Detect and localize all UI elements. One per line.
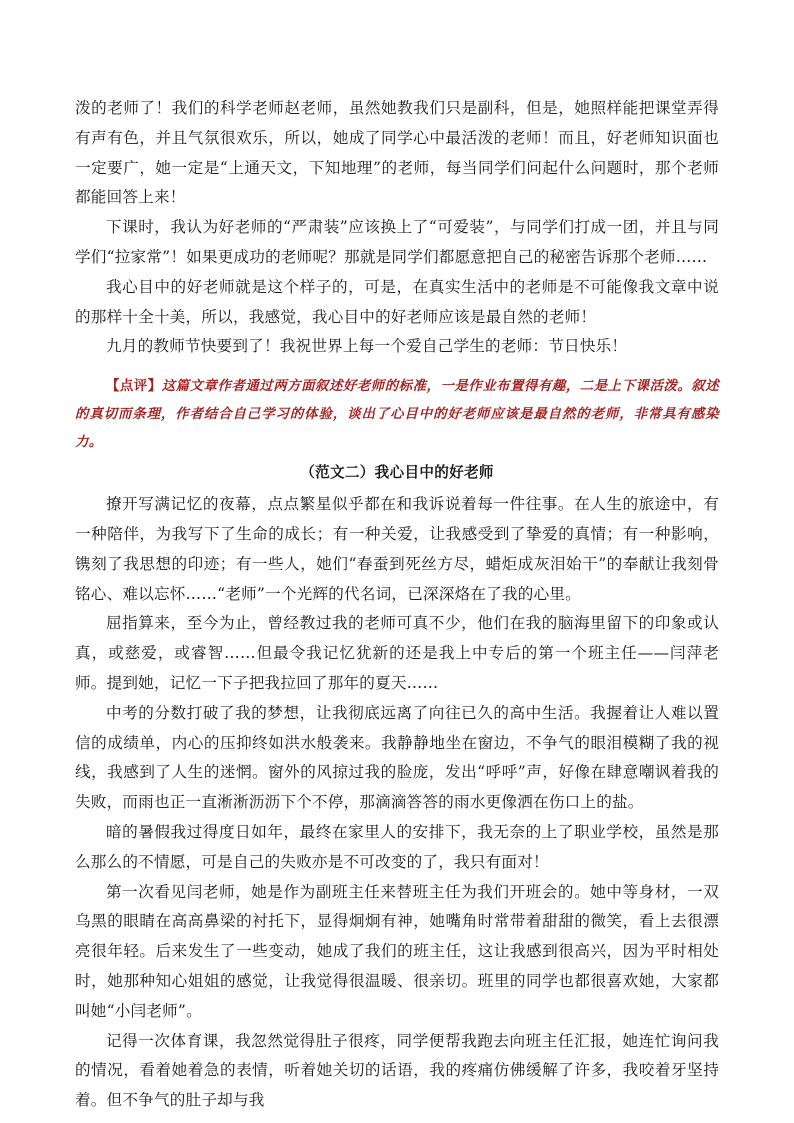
commentary-block	[75, 372, 719, 456]
paragraph: 我心目中的好老师就是这个样子的，可是，在真实生活中的老师是不可能像我文章中说的那样十全十美，所以，我感觉，我心目中的好老师应该是最自然的老师！	[75, 277, 719, 326]
paragraph-continued: 泼的老师了！我们的科学老师赵老师，虽然她教我们只是副科，但是，她照样能把课堂弄得有声有色，并且气氛很欢乐，所以，她成了同学心中最活泼的老师！而且，好老师知识面也一定要广，她一定是“上通天文，下知地理”的老师，每当同学们问起什么问题时，那个老师都能回答上来！	[75, 99, 719, 207]
paragraph: 第一次看见闫老师，她是作为副班主任来替班主任为我们开班会的。她中等身材，一双乌黑的眼睛在高高鼻梁的衬托下，显得炯炯有神，她嘴角时常带着甜甜的微笑，看上去很漂亮很年轻。后来发生了一些变动，她成了我们的班主任，这让我感到很高兴，因为平时相处时，她那种知心姐姐的感觉，让我觉得很温暖、很亲切。班里的同学也都很喜欢她，大家都叫她“小闫老师”。	[75, 882, 719, 1020]
commentary-label: 【点评】	[106, 378, 162, 395]
paragraph: 撩开写满记忆的夜幕，点点繁星似乎都在和我诉说着每一件往事。在人生的旅途中，有一种陪伴，为我写下了生命的成长；有一种关爱，让我感受到了挚爱的真情；有一种影响，镌刻了我思想的印迹；有一些人，她们“春蚕到死丝方尽，蜡炬成灰泪始干”的奉献让我刻骨铭心、难以忘怀……“老师”一个光辉的代名词，已深深烙在了我的心里。	[75, 495, 719, 603]
section-heading: （范文二）我心目中的好老师	[300, 464, 494, 482]
paragraph: 暗的暑假我过得度日如年，最终在家里人的安排下，我无奈的上了职业学校，虽然是那么那么的不情愿，可是自己的失败亦是不可改变的了，我只有面对！	[75, 822, 719, 871]
document-page	[75, 94, 719, 1116]
paragraph: 记得一次体育课，我忽然觉得肚子很疼，同学便帮我跑去向班主任汇报，她连忙询问我的情况，看着她着急的表情，听着她关切的话语，我的疼痛仿佛缓解了许多，我咬着牙坚持着。但不争气的肚子却与我	[75, 1031, 719, 1110]
paragraph: 屈指算来，至今为止，曾经教过我的老师可真不少，他们在我的脑海里留下的印象或认真，或慈爱，或睿智……但最令我记忆犹新的还是我上中专后的第一个班主任——闫萍老师。提到她，记忆一下子把我拉回了那年的夏天……	[75, 614, 719, 692]
paragraph: 中考的分数打破了我的梦想，让我彻底远离了向往已久的高中生活。我握着让人难以置信的成绩单，内心的压抑终如洪水般袭来。我静静地坐在窗边，不争气的眼泪模糊了我的视线，我感到了人生的迷惘。窗外的风掠过我的脸庞，发出“呼呼”声，好像在肆意嘲讽着我的失败，而雨也正一直淅淅沥沥下个不停，那滴滴答答的雨水更像洒在伤口上的盐。	[75, 703, 719, 812]
commentary-text: 这篇文章作者通过两方面叙述好老师的标准，一是作业布置得有趣，二是上下课活泼。叙述的真切而条理，作者结合自己学习的体验，谈出了心目中的好老师应该是最自然的老师，非常具有感染力。	[75, 378, 719, 451]
paragraph: 下课时，我认为好老师的“严肃装”应该换上了“可爱装”，与同学们打成一团，并且与同学们“拉家常”！如果更成功的老师呢？那就是同学们都愿意把自己的秘密告诉那个老师……	[75, 218, 719, 266]
paragraph: 九月的教师节快要到了！我祝世界上每一个爱自己学生的老师：节日快乐！	[106, 337, 628, 356]
